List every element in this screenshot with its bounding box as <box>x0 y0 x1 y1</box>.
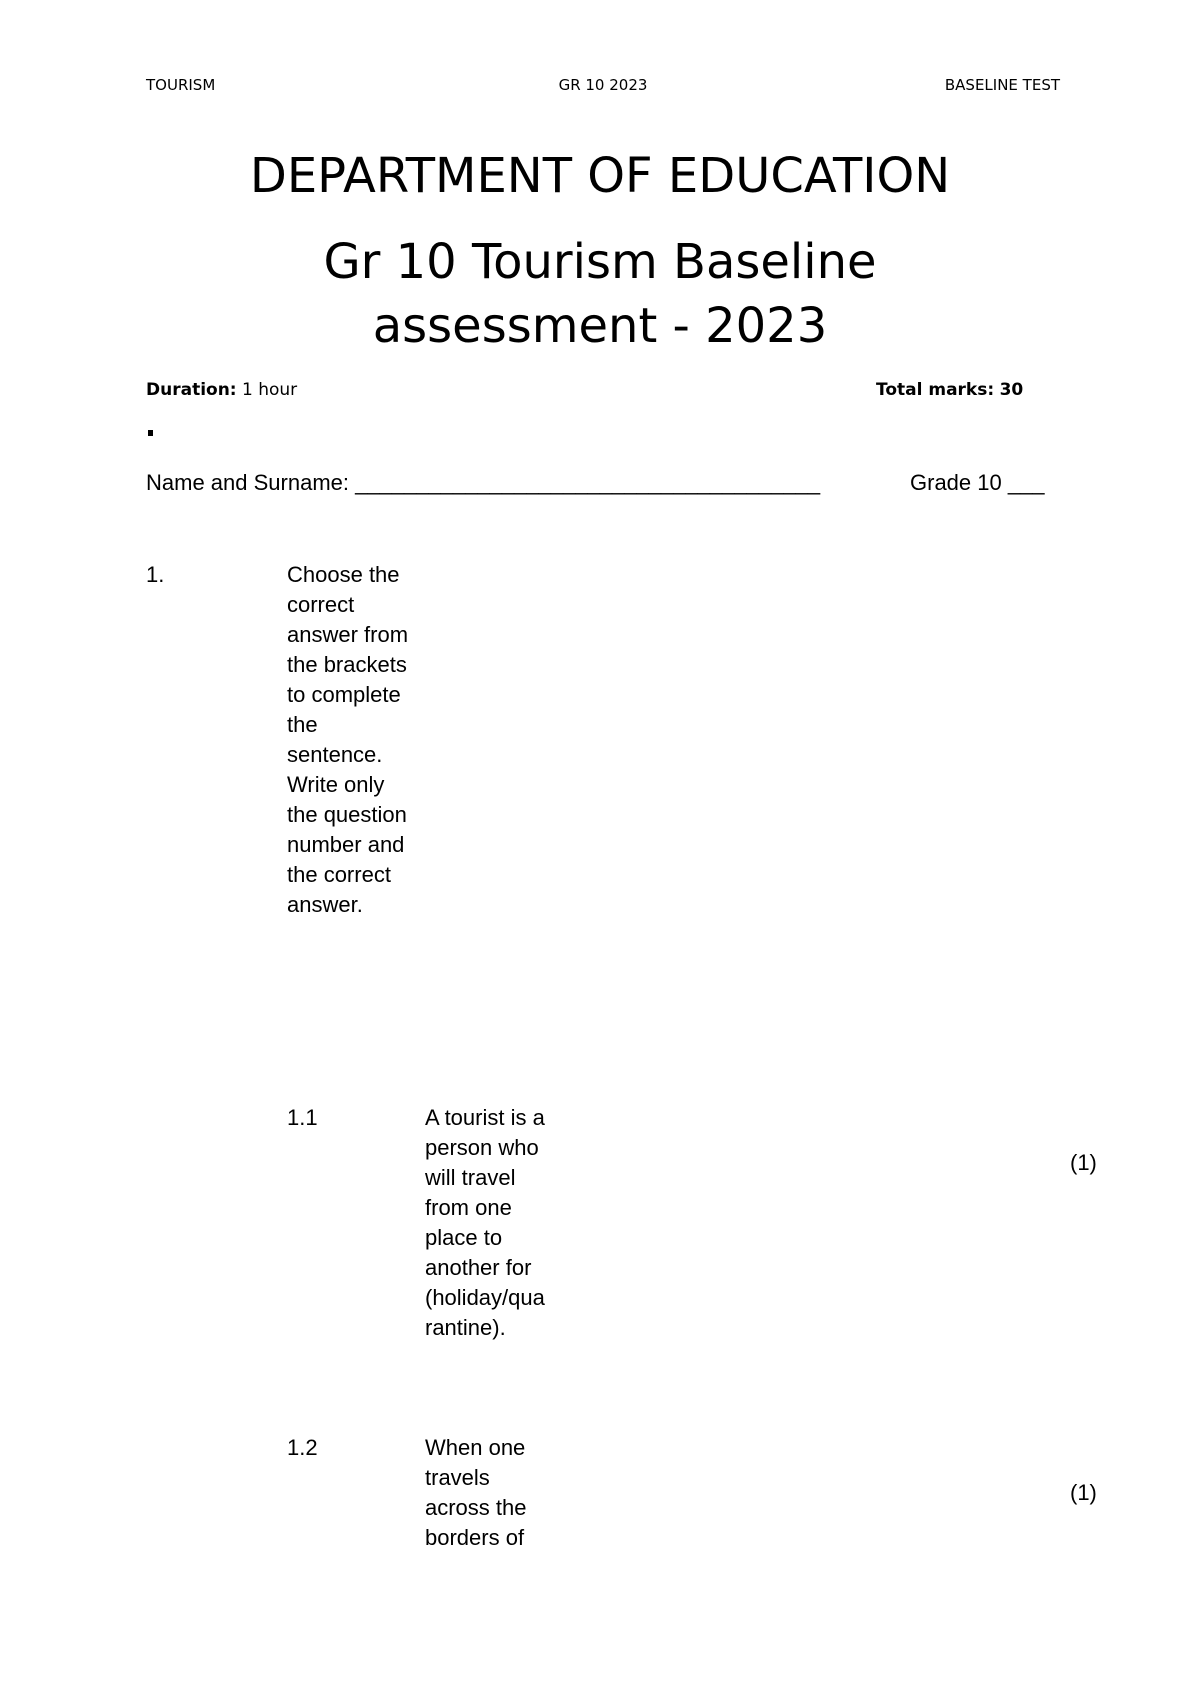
grade-field: Grade 10 ___ <box>910 470 1045 495</box>
question-1-1-marks: (1) <box>1070 1150 1097 1175</box>
duration-value: 1 hour <box>242 380 298 400</box>
question-1-instruction: Choose the correct answer from the brackets to complete the sentence. Write only the question number and the correct answer. <box>287 562 409 917</box>
question-1-2-number: 1.2 <box>287 1435 318 1460</box>
question-1-1-text: A tourist is a person who will travel from one place to another for (holiday/quarantine). <box>425 1105 545 1340</box>
duration-label: Duration: <box>146 380 237 400</box>
question-1-2-text: When one travels across the borders of <box>425 1435 527 1550</box>
assessment-title-line-1: Gr 10 Tourism Baseline <box>323 234 877 290</box>
name-surname-field: Name and Surname: ______________________________________ <box>146 470 821 495</box>
assessment-title <box>0 230 1200 358</box>
total-marks-value: 30 <box>999 380 1024 400</box>
header-test-type: BASELINE TEST <box>944 76 1060 94</box>
question-1-number: 1. <box>146 562 165 587</box>
total-marks <box>876 380 1023 400</box>
total-marks-label: Total marks: <box>876 380 995 400</box>
page-header <box>146 76 1060 100</box>
bullet-marker <box>148 430 153 436</box>
header-subject: TOURISM <box>146 76 216 94</box>
question-1-1-number: 1.1 <box>287 1105 318 1130</box>
department-title: DEPARTMENT OF EDUCATION <box>249 148 951 204</box>
question-1-2-marks: (1) <box>1070 1480 1097 1505</box>
duration <box>146 380 297 400</box>
header-grade-year: GR 10 2023 <box>558 76 648 94</box>
assessment-title-line-2: assessment - 2023 <box>372 298 828 354</box>
